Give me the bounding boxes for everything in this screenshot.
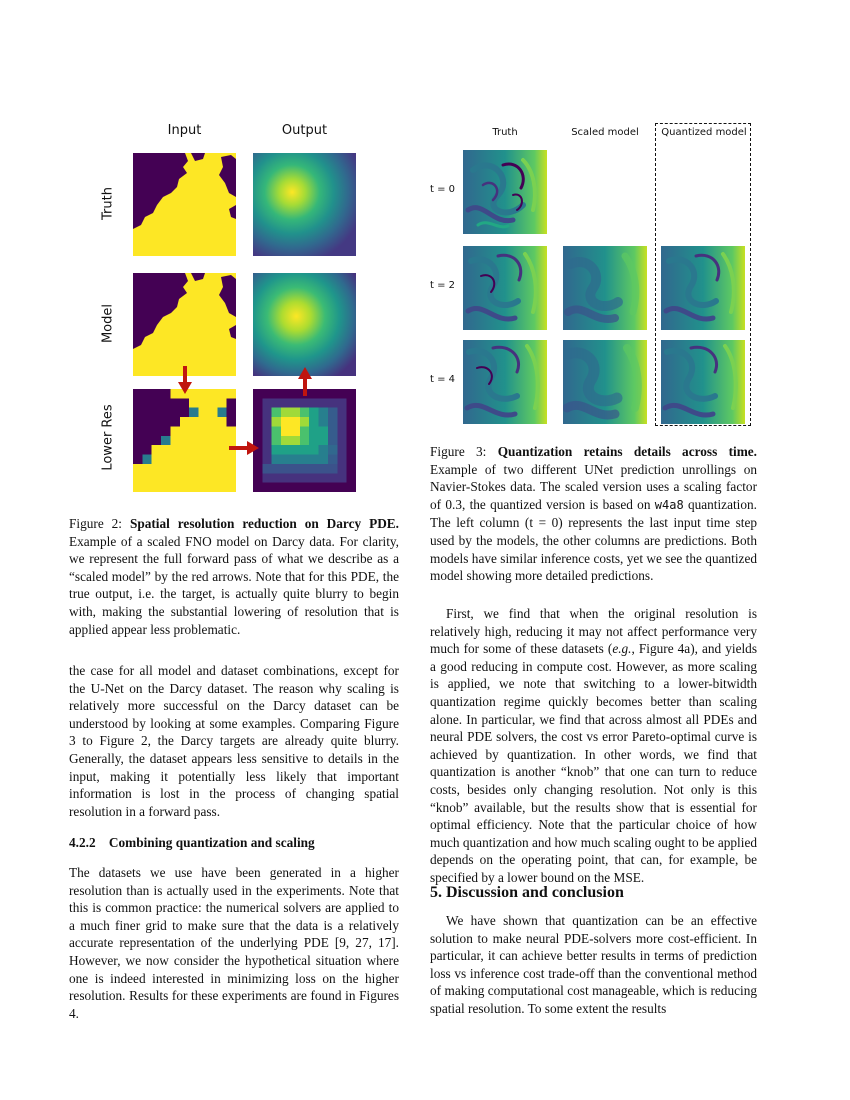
left-para-2-text: The datasets we use have been generated in a higher resolution than is actually used in the experiments. Note that this is common practice: the numerical solvers are applied to a much finer grid to make sure that the data is a relatively accurate representation of the underlying PDE [9, 27, 17]. However, we now consider the hypothetical situation where one is indeed interested in minimizing loss on the higher resolution. Results for these experiments are found in Figures 4.	[69, 865, 399, 1021]
subsection-title: Combining quantization and scaling	[108, 835, 315, 850]
fig2-caption-title: Spatial resolution reduction on Darcy PDE.	[129, 516, 399, 531]
section-title: 5. Discussion and conclusion	[430, 884, 624, 901]
darcy-model-input-image	[133, 273, 236, 376]
left-paragraph-1	[69, 662, 399, 820]
right-para-1-pre: First, we find that when the original resolution is relatively high, reducing it may not affect performance very much for some of these datasets (	[430, 606, 757, 657]
ns-scaled-t2-image	[563, 246, 647, 330]
ns-quantized-t4-image	[661, 340, 745, 424]
darcy-truth-output-image	[253, 153, 356, 256]
fig2-row-label-model: Model	[100, 303, 116, 344]
fig2-col-title-output: Output	[281, 123, 328, 138]
subsection-heading	[69, 835, 399, 851]
fig2-row-label-lowerres: Lower Res	[100, 404, 116, 471]
fig2-row-label-truth: Truth	[100, 187, 116, 220]
ns-truth-t4-image	[463, 340, 547, 424]
right-para-1-post: , Figure 4a), and yields a good reducing in compute cost. However, as more scaling is applied, we note that switching to a lower-bitwidth quantization regime quickly becomes better than scaling alone. In particular, we find that across almost all PDEs and neural PDE solvers, the cost vs error Pareto-optimal curve is achieved by quantization. In other words, we find that quantization is another “knob” that one can turn to reduce costs, besides only changing resolution. Not only is this “knob” available, but the results show that is essential for optimal efficiency. Note that the particular choice of how much quantization and how much scaling ought to be applied depends on the operating point, that can, for example, be specified by a lower bound on the MSE.	[430, 641, 757, 885]
right-para-2-text: We have shown that quantization can be an effective solution to make neural PDE-solvers more cost-efficient. In particular, it can achieve better results in terms of prediction loss vs inference cost trade-off than the conventional method of making computational cost manageable, which is reducing spatial resolution. To some extent the results	[430, 913, 757, 1016]
ns-truth-t2-image	[463, 246, 547, 330]
arrow-down-icon	[177, 366, 193, 396]
figure-3-caption	[430, 443, 757, 585]
darcy-model-output-image	[253, 273, 356, 376]
subsection-number: 4.2.2	[69, 835, 96, 850]
darcy-lowres-output-image	[253, 389, 356, 492]
ns-quantized-t2-image	[661, 246, 745, 330]
fig2-caption-text: Example of a scaled FNO model on Darcy data. For clarity, we represent the full forward pass of what we describe as a “scaled model” by the red arrows. Note that for this PDE, the true output, i.e. the target, is actually quite blurry to begin with, making the substantial lowering of resolution that is applied appear less problematic.	[69, 533, 399, 637]
fig3-caption-title: Quantization retains details across time.	[497, 444, 757, 459]
fig3-caption-code: w4a8	[654, 497, 684, 512]
ns-truth-t0-image	[463, 150, 547, 234]
section-heading	[430, 884, 757, 902]
fig3-col-title-truth: Truth	[492, 127, 518, 138]
figure-2-caption	[69, 515, 399, 638]
fig2-col-title-input: Input	[167, 123, 202, 138]
fig3-caption-label: Figure 3:	[430, 444, 487, 459]
fig3-row-label-t0: t = 0	[430, 184, 456, 195]
right-paragraph-2	[430, 912, 757, 1018]
fig2-caption-label: Figure 2:	[69, 516, 122, 531]
darcy-truth-input-image	[133, 153, 236, 256]
right-paragraph-1	[430, 605, 757, 887]
darcy-lowres-input-image	[133, 389, 236, 492]
fig3-col-title-quantized: Quantized model	[661, 127, 747, 138]
arrow-up-icon	[297, 366, 313, 396]
fig3-caption-pre: Example of two different UNet prediction unrollings on Navier-Stokes data. The scaled version uses a scaling factor of 0.3, the quantized version is based on	[430, 461, 757, 512]
fig3-col-title-scaled: Scaled model	[571, 127, 639, 138]
left-paragraph-2	[69, 864, 399, 1022]
right-para-1-eg: e.g.	[612, 641, 632, 657]
fig3-row-label-t2: t = 2	[430, 280, 456, 291]
left-para-1-text: the case for all model and dataset combinations, except for the U-Net on the Darcy dataset. The reason why scaling is relatively more successful on the Darcy dataset can be understood by looking at some examples. Comparing Figure 3 to Figure 2, the Darcy targets are already quite blurry. Generally, the dataset appears less sensitive to details in the input, making it potentially less likely that important information is lost in the process of changing spatial resolution in a forward pass.	[69, 663, 399, 819]
ns-scaled-t4-image	[563, 340, 647, 424]
arrow-right-icon	[229, 440, 261, 456]
fig3-row-label-t4: t = 4	[430, 374, 456, 385]
fig3-caption-post: quantization. The left column (t = 0) represents the last input time step used by the models, the other columns are predictions. Both models have similar inference costs, yet we see the quantized model showing more detailed predictions.	[430, 496, 757, 584]
